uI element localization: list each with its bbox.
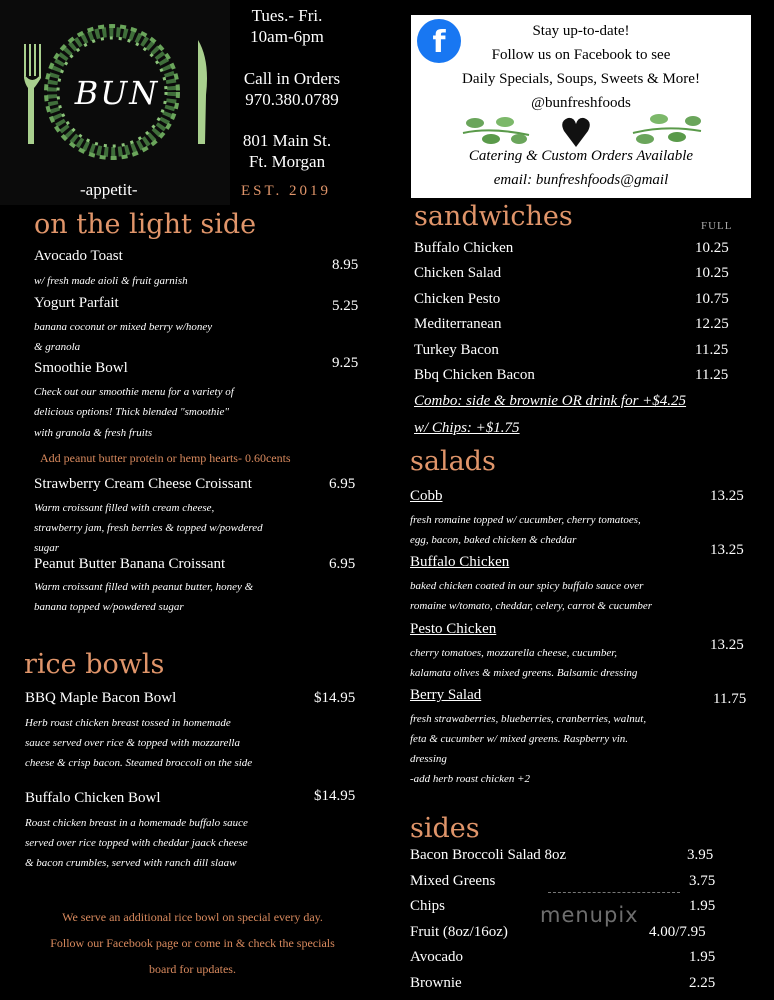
item-desc: Warm croissant filled with peanut butter, honey & bbox=[34, 581, 254, 593]
item-desc: -add herb roast chicken +2 bbox=[410, 773, 531, 785]
phone-number[interactable]: 970.380.0789 bbox=[245, 90, 339, 109]
item-desc: Warm croissant filled with cream cheese, bbox=[34, 502, 215, 514]
item-desc: fresh romaine topped w/ cucumber, cherry tomatoes, bbox=[410, 514, 641, 526]
promo-text bbox=[411, 19, 751, 115]
section-title-sandwiches: sandwiches bbox=[414, 201, 573, 232]
item-price: 2.25 bbox=[689, 975, 716, 991]
chips-offer: w/ Chips: +$1.75 bbox=[414, 420, 520, 436]
item-name: Chicken Pesto bbox=[414, 291, 501, 307]
item-price: 8.95 bbox=[332, 257, 359, 273]
item-desc: & granola bbox=[34, 341, 81, 353]
leaf-left-icon bbox=[461, 113, 531, 147]
item-price: $14.95 bbox=[314, 788, 356, 804]
item-price: 5.25 bbox=[332, 298, 359, 314]
item-desc: banana topped w/powdered sugar bbox=[34, 601, 184, 613]
promo-email[interactable]: email: bunfreshfoods@gmail bbox=[493, 172, 669, 188]
rice-special-note bbox=[10, 904, 375, 982]
item-desc: w/ fresh made aioli & fruit garnish bbox=[34, 275, 188, 287]
item-name: Cobb bbox=[410, 488, 443, 504]
item-desc: Roast chicken breast in a homemade buffalo sauce bbox=[25, 817, 248, 829]
facebook-icon[interactable]: f bbox=[417, 19, 461, 63]
promo-box bbox=[411, 15, 751, 198]
item-desc: sugar bbox=[34, 542, 60, 554]
leaf-right-icon bbox=[631, 111, 703, 145]
knife-icon bbox=[198, 40, 207, 144]
item-desc: Herb roast chicken breast tossed in homemade bbox=[25, 717, 231, 729]
item-name: Berry Salad bbox=[410, 687, 482, 703]
item-name: Turkey Bacon bbox=[414, 342, 499, 358]
item-desc: romaine w/tomato, cheddar, celery, carrot & cucumber bbox=[410, 600, 653, 612]
item-name: Yogurt Parfait bbox=[34, 295, 119, 311]
special-line: We serve an additional rice bowl on special every day. bbox=[62, 910, 323, 924]
item-desc: kalamata olives & mixed greens. Balsamic dressing bbox=[410, 667, 638, 679]
item-desc: sauce served over rice & topped with mozzarella bbox=[25, 737, 240, 749]
section-title-rice-bowls: rice bowls bbox=[24, 649, 165, 680]
fork-icon bbox=[24, 44, 41, 144]
item-name: Fruit (8oz/16oz) bbox=[410, 924, 508, 940]
item-desc: Check out our smoothie menu for a variety of bbox=[34, 386, 234, 398]
item-name: Smoothie Bowl bbox=[34, 360, 128, 376]
item-name: Pesto Chicken bbox=[410, 621, 497, 637]
item-name: Mixed Greens bbox=[410, 873, 496, 889]
item-desc: with granola & fresh fruits bbox=[34, 427, 153, 439]
item-price: 10.75 bbox=[695, 291, 729, 307]
item-name: Chicken Salad bbox=[414, 265, 502, 281]
call-label: Call in Orders bbox=[243, 69, 341, 88]
item-price: 4.00/7.95 bbox=[649, 924, 706, 940]
item-price: 10.25 bbox=[695, 240, 729, 256]
item-desc: delicious options! Thick blended "smoothie" bbox=[34, 406, 229, 418]
item-name: Brownie bbox=[410, 975, 462, 991]
item-price: 11.75 bbox=[713, 691, 747, 707]
address-city: Ft. Morgan bbox=[248, 152, 326, 171]
hours-days: Tues.- Fri. bbox=[251, 6, 323, 25]
watermark: menupix bbox=[540, 903, 639, 927]
item-price: 3.75 bbox=[689, 873, 716, 889]
item-name: Bbq Chicken Bacon bbox=[414, 367, 535, 383]
addon-note: Add peanut butter protein or hemp hearts- 0.60cents bbox=[40, 451, 291, 465]
promo-handle[interactable]: @bunfreshfoods bbox=[531, 95, 631, 111]
call-block bbox=[232, 68, 352, 110]
item-price: $14.95 bbox=[314, 690, 356, 706]
item-name: Avocado Toast bbox=[34, 248, 123, 264]
item-name: BBQ Maple Bacon Bowl bbox=[25, 690, 177, 706]
item-name: Strawberry Cream Cheese Croissant bbox=[34, 476, 252, 492]
watermark-divider bbox=[548, 892, 680, 893]
section-title-sides: sides bbox=[410, 813, 480, 844]
logo-block bbox=[0, 0, 230, 205]
item-desc: banana coconut or mixed berry w/honey bbox=[34, 321, 213, 333]
item-desc: served over rice topped with cheddar jaack cheese bbox=[25, 837, 248, 849]
item-desc: feta & cucumber w/ mixed greens. Raspberry vin. bbox=[410, 733, 629, 745]
item-name: Avocado bbox=[410, 949, 464, 965]
promo-line-3: Daily Specials, Soups, Sweets & More! bbox=[462, 71, 700, 87]
item-price: 9.25 bbox=[332, 355, 359, 371]
item-name: Mediterranean bbox=[414, 316, 502, 332]
brand-tagline: -appetit- bbox=[80, 180, 138, 199]
item-price: 6.95 bbox=[329, 556, 356, 572]
brand-name: BUN bbox=[74, 74, 160, 112]
item-desc: fresh strawaberries, blueberries, cranberries, walnut, bbox=[410, 713, 647, 725]
hours-time: 10am-6pm bbox=[250, 27, 324, 46]
full-size-label: FULL bbox=[701, 220, 733, 232]
item-name: Chips bbox=[410, 898, 446, 914]
item-name: Buffalo Chicken bbox=[414, 240, 514, 256]
special-line: board for updates. bbox=[149, 962, 236, 976]
address-block bbox=[232, 130, 342, 172]
promo-line-1: Stay up-to-date! bbox=[532, 23, 630, 39]
hours-block bbox=[232, 5, 342, 47]
item-name: Peanut Butter Banana Croissant bbox=[34, 556, 226, 572]
promo-line-2: Follow us on Facebook to see bbox=[491, 47, 671, 63]
item-name: Buffalo Chicken Bowl bbox=[25, 790, 161, 806]
item-price: 1.95 bbox=[689, 949, 716, 965]
item-price: 12.25 bbox=[695, 316, 729, 332]
combo-offer: Combo: side & brownie OR drink for +$4.25 bbox=[414, 393, 687, 409]
item-name: Buffalo Chicken bbox=[410, 554, 510, 570]
item-price: 13.25 bbox=[710, 637, 744, 653]
item-desc: & bacon crumbles, served with ranch dill slaaw bbox=[25, 857, 237, 869]
section-title-light-side: on the light side bbox=[34, 209, 257, 240]
item-name: Bacon Broccoli Salad 8oz bbox=[410, 847, 567, 863]
item-price: 6.95 bbox=[329, 476, 356, 492]
item-price: 11.25 bbox=[695, 342, 729, 358]
item-desc: egg, bacon, baked chicken & cheddar bbox=[410, 534, 577, 546]
item-price: 1.95 bbox=[689, 898, 716, 914]
established: EST. 2019 bbox=[241, 183, 332, 199]
catering-text: Catering & Custom Orders Available bbox=[468, 148, 694, 164]
item-price: 13.25 bbox=[710, 542, 744, 558]
item-desc: dressing bbox=[410, 753, 447, 765]
special-line: Follow our Facebook page or come in & check the specials bbox=[50, 936, 335, 950]
item-desc: baked chicken coated in our spicy buffalo sauce over bbox=[410, 580, 644, 592]
heart-icon bbox=[561, 115, 591, 149]
item-desc: strawberry jam, fresh berries & topped w/powdered bbox=[34, 522, 263, 534]
item-price: 10.25 bbox=[695, 265, 729, 281]
section-title-salads: salads bbox=[410, 446, 496, 477]
item-desc: cheese & crisp bacon. Steamed broccoli on the side bbox=[25, 757, 253, 769]
item-price: 11.25 bbox=[695, 367, 729, 383]
item-price: 3.95 bbox=[687, 847, 714, 863]
address-street: 801 Main St. bbox=[242, 131, 332, 150]
item-price: 13.25 bbox=[710, 488, 744, 504]
item-desc: cherry tomatoes, mozzarella cheese, cucumber, bbox=[410, 647, 618, 659]
